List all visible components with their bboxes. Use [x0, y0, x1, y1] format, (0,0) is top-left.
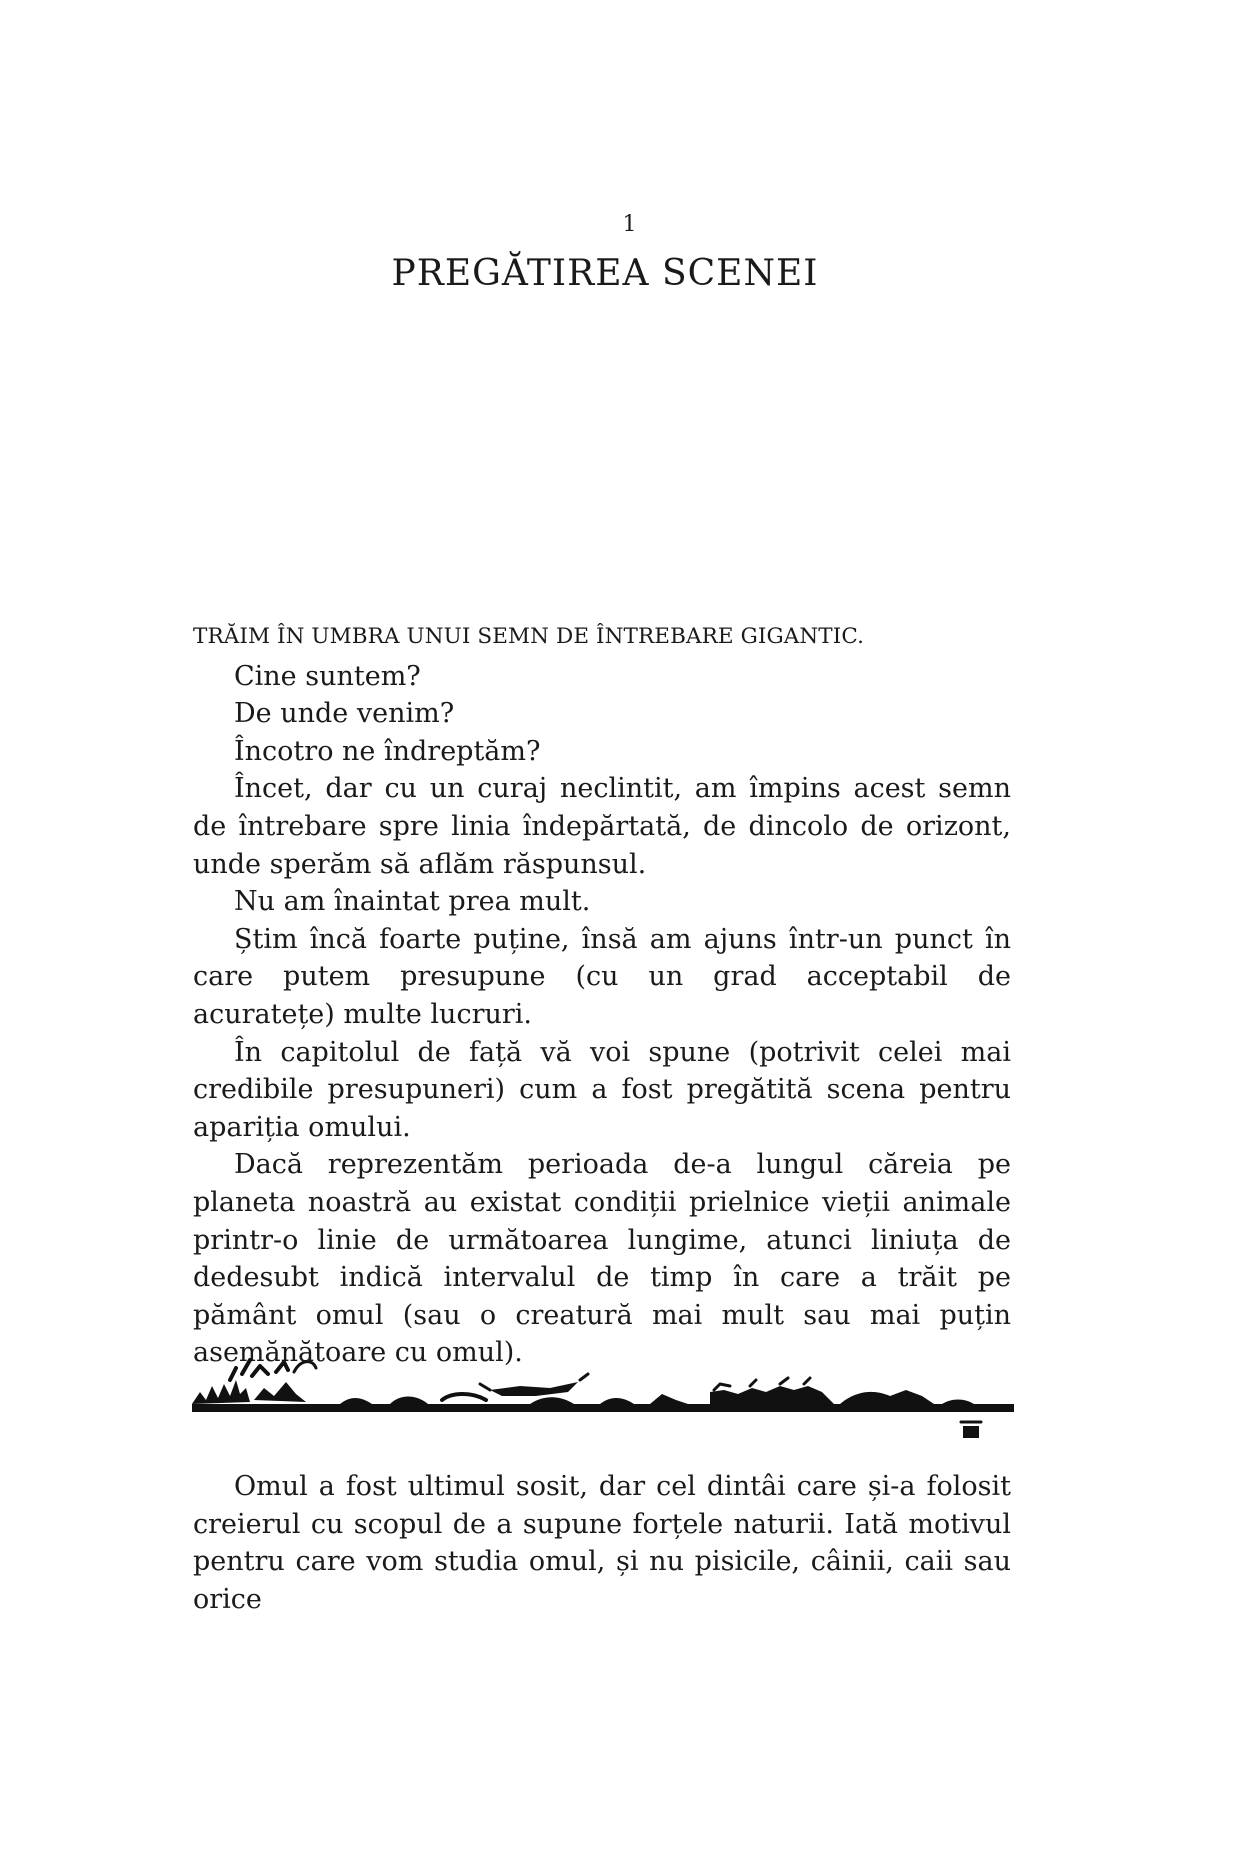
paragraph: În capitolul de față vă voi spune (potrivit celei mai credibile presupuneri) cum a fost pregătită scena pentru apariția omului. — [193, 1036, 1011, 1143]
paragraph: Omul a fost ultimul sosit, dar cel dintâi care și-a folosit creierul cu scopul de a supune forțele naturii. Iată motivul pentru care vom studia omul, și nu pisicile, câinii, caii sau orice — [193, 1471, 1011, 1615]
paragraph: Cine suntem? — [234, 660, 421, 692]
paragraph: Încet, dar cu un curaj neclintit, am împins acest semn de întrebare spre linia îndepărtată, de dincolo de orizont, unde sperăm să aflăm răspunsul. — [193, 773, 1011, 880]
paragraph: Încotro ne îndreptăm? — [234, 735, 541, 767]
chapter-number: 1 — [622, 212, 638, 237]
paragraph: Nu am înaintat prea mult. — [234, 886, 591, 918]
paragraph: De unde venim? — [234, 698, 455, 730]
paragraph: Dacă reprezentăm perioada de-a lungul căreia pe planeta noastră au existat condiții prielnice vieții animale printr-o linie de următoarea lungime, atunci liniuța de dedesubt indică intervalul de timp în care a trăit pe pământ omul (sau o creatură mai mult sau mai puțin asemănătoare cu omul). — [193, 1149, 1011, 1369]
paragraph: Știm încă foarte puține, însă am ajuns într-un punct în care putem presupune (cu un grad acceptabil de acuratețe) multe lucruri. — [193, 923, 1011, 1030]
body-text — [193, 618, 1011, 1372]
timeline-drawing-icon — [190, 1330, 1016, 1440]
continuation-text — [193, 1468, 1011, 1618]
opening-line: TRĂIM ÎN UMBRA UNUI SEMN DE ÎNTREBARE GIGANTIC. — [193, 624, 865, 649]
chapter-title: PREGĂTIREA SCENEI — [391, 253, 819, 294]
